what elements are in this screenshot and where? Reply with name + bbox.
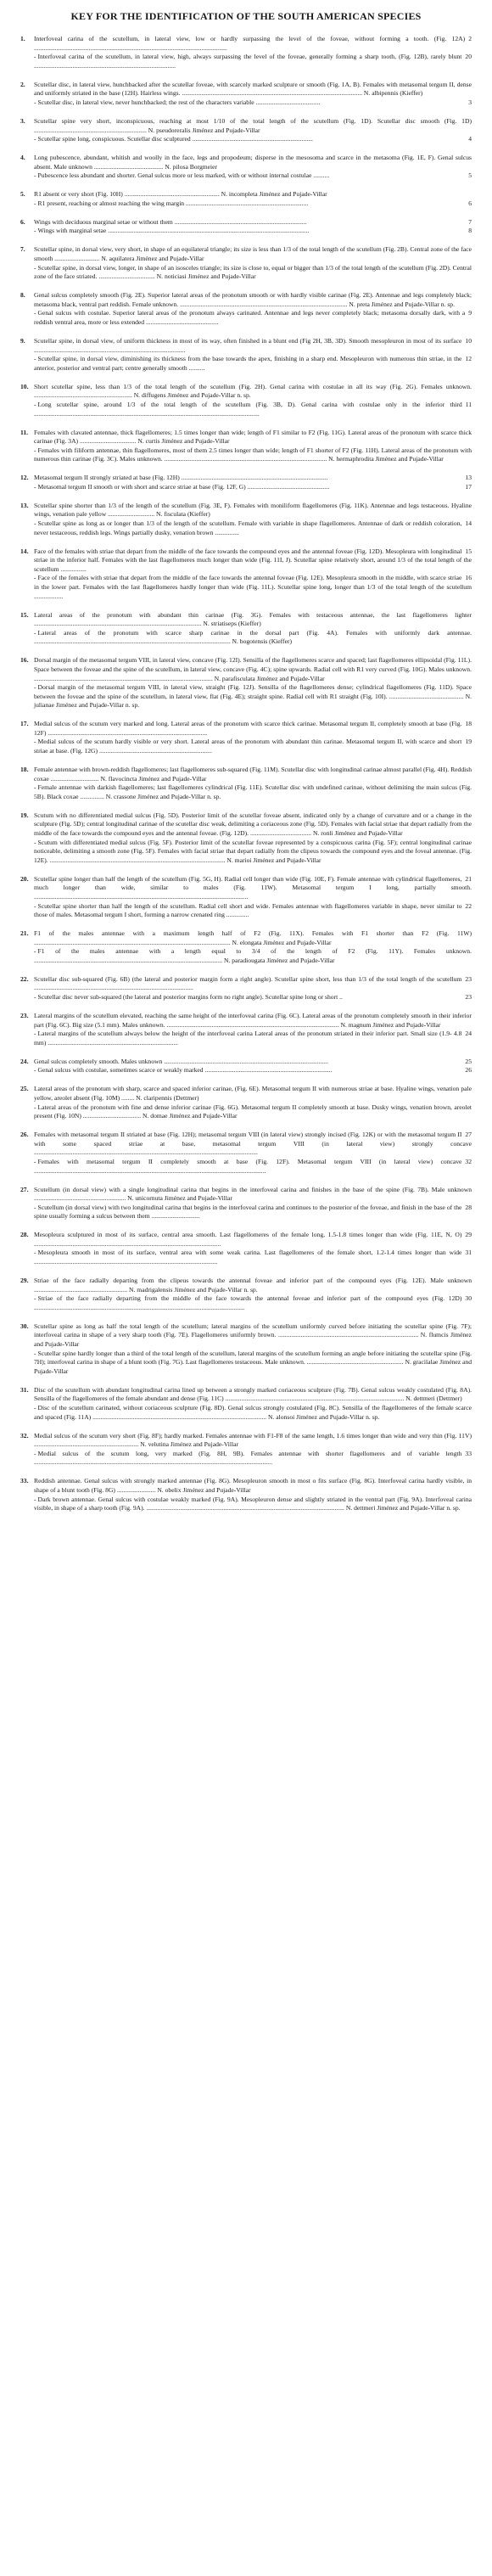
couplet-body — [34, 337, 472, 373]
couplet-lead — [34, 1131, 472, 1158]
lead-text: F1 of the males antennae with a length equal to 3/4 of the length of F2 (Fig. 11Y). Females unknown. ..................................................................................................................... N. paradiougata Jiménez and Pujade-Villar — [34, 947, 472, 964]
lead-dash: - — [34, 947, 36, 956]
lead-dash: - — [34, 628, 36, 637]
identification-key — [20, 35, 472, 1513]
lead-result: 4 — [468, 135, 472, 143]
couplet-body — [34, 975, 472, 1002]
lead-result: 26 — [465, 1066, 472, 1075]
couplet-lead — [34, 81, 472, 98]
lead-text: Scutellar spine shorter than 1/3 of the length of the scutellum (Fig. 3E, F). Females with moniliform flagellomeres (Fig. 11K). Antennae and legs testaceous. Hyaline wings, venation pale yellow ............................. N. fisculata (Kieffer) — [34, 501, 472, 519]
lead-text: Genal sulcus completely smooth. Males unknown ...................................................................................................... — [34, 1057, 328, 1065]
couplet-lead — [34, 309, 472, 327]
couplet-lead — [34, 929, 472, 947]
couplet-lead — [34, 1231, 472, 1249]
lead-dash: - — [34, 135, 36, 143]
key-couplet — [20, 154, 472, 181]
couplet-lead — [34, 1158, 472, 1176]
lead-result: 25 — [465, 1057, 472, 1065]
couplet-lead — [34, 1450, 472, 1468]
couplet-number: 33. — [20, 1477, 29, 1485]
couplet-lead — [34, 738, 472, 755]
lead-result: 17 — [465, 482, 472, 491]
couplet-lead — [34, 629, 472, 647]
couplet-lead — [34, 291, 472, 309]
lead-dash: - — [34, 400, 36, 408]
couplet-lead — [34, 975, 472, 993]
lead-result: 11 — [465, 400, 472, 408]
couplet-body — [34, 190, 472, 208]
couplet-number: 15. — [20, 610, 29, 619]
key-couplet — [20, 1085, 472, 1120]
lead-dash: - — [34, 838, 36, 846]
couplet-lead — [34, 519, 472, 537]
lead-text: Scutellar disc, in lateral view, never hunchbacked; the rest of the characters variable ........................................ — [37, 98, 321, 106]
couplet-lead — [34, 574, 472, 601]
lead-dash: - — [34, 1449, 36, 1457]
couplet-lead — [34, 35, 472, 53]
couplet-body — [34, 875, 472, 920]
lead-result: 24 — [465, 1030, 472, 1038]
lead-text: Face of the females with striae that depart from the middle of the face towards the antennal foveae (Fig. 12E). Mesopleura smooth in the middle, with scarce striae in the lower part. Females with the last flagellomeres hardly longer than wide (Fig. 11L). Scutellar spine long, longer than 1/3 of the total length of the scutellum .................. — [34, 574, 472, 600]
lead-dash: - — [34, 199, 36, 207]
couplet-lead — [34, 199, 472, 209]
couplet-body — [34, 1231, 472, 1266]
couplet-number: 24. — [20, 1057, 29, 1065]
lead-text: Genal sulcus completely smooth (Fig. 2E). Superior lateral areas of the pronotum smooth or with hardly visible carinae (Fig. 2E). Antennae and legs completely black; metasoma black, ventral part reddish. Female unknown. ........................................................................................................ N. preta Jiménez and Pujade-Villar n. sp. — [34, 291, 472, 308]
key-couplet — [20, 291, 472, 327]
lead-dash: - — [34, 1203, 36, 1211]
couplet-body — [34, 611, 472, 647]
couplet-body — [34, 1477, 472, 1512]
couplet-lead — [34, 154, 472, 171]
lead-dash: - — [34, 1495, 36, 1503]
couplet-number: 7. — [20, 245, 25, 254]
couplet-number: 8. — [20, 291, 25, 300]
lead-text: Females with metasomal tergum II striated at base (Fig. 12H); metasomal tergum VIII (in lateral view) strongly incised (Fig. 12K) or with the metasomal tergum II with some spaced striae at base, metasomal tergum VIII (in lateral view) strongly concave ........................................................................................................................................... — [34, 1131, 472, 1157]
lead-dash: - — [34, 901, 36, 910]
key-couplet — [20, 35, 472, 70]
couplet-lead — [34, 611, 472, 629]
couplet-body — [34, 291, 472, 327]
couplet-body — [34, 1058, 472, 1075]
couplet-number: 14. — [20, 547, 29, 555]
lead-text: Striae of the face radially departing from the middle of the face towards the antennal foveae and inferior part of the compound eyes (Fig. 12D) ................................................................................................................................... — [34, 1294, 462, 1311]
lead-dash: - — [34, 1030, 36, 1038]
lead-result: 5 — [468, 171, 472, 180]
key-couplet — [20, 383, 472, 418]
lead-dash: - — [34, 1403, 36, 1411]
couplet-number: 30. — [20, 1322, 29, 1330]
lead-text: Scutellar spine hardly longer than a third of the total length of the scutellum, lateral margins of the scutellum forming an angle before initiating the scutellar spine (Fig. 7H); interfoveal carina in shape of a blunt tooth (Fig. 7G). Last flagellomeres testaceous. Male unknown. ............................................................ N. gracilalae Jiménez and Pujade-Villar — [34, 1349, 472, 1375]
couplet-number: 3. — [20, 116, 25, 125]
lead-dash: - — [34, 482, 36, 491]
lead-dash: - — [34, 1294, 36, 1303]
lead-text: Scutellar disc never sub-squared (the lateral and posterior margins form no right angle). Scutellar spine long or short .. — [37, 993, 343, 1002]
couplet-lead — [34, 766, 472, 783]
couplet-number: 5. — [20, 190, 25, 199]
lead-result: 27 — [465, 1131, 472, 1139]
key-couplet — [20, 975, 472, 1002]
lead-result: 32 — [465, 1157, 472, 1165]
lead-text: Wings with deciduous marginal setae or without them .................................................................................. — [34, 217, 307, 226]
lead-text: Mesopleura sculptured in most of its surface, central area smooth. Last flagellomeres of the female long, 1.5-1.8 times longer than wide (Fig. 11E, N, O) .................................................................................................................... — [34, 1231, 462, 1248]
lead-result: 23 — [465, 993, 472, 1002]
lead-text: Scutellar spine, in dorsal view, longer, in shape of an isosceles triangle; its size is close to, equal or bigger than 1/3 of the total length of the scutellum (Fig. 2D). Central zone of the face striated. ................................... N. noticiasi Jiménez and Pujade-Villar — [34, 263, 472, 281]
couplet-body — [34, 117, 472, 144]
lead-text: Scutellar spine very short, inconspicuous, reaching at most 1/10 of the total length of the scutellum (Fig. 1D). Scutellar disc smooth (Fig. 1D) ...................................................................... N. pseudoreralis Jiménez and Pujade-Villar — [34, 116, 472, 134]
couplet-lead — [34, 1103, 472, 1121]
couplet-lead — [34, 683, 472, 710]
lead-dash: - — [34, 783, 36, 792]
couplet-body — [34, 547, 472, 602]
couplet-lead — [34, 502, 472, 519]
couplet-lead — [34, 993, 472, 1002]
couplet-lead — [34, 720, 472, 738]
key-couplet — [20, 1231, 472, 1266]
lead-result: 7 — [468, 217, 472, 226]
lead-dash: - — [34, 53, 36, 61]
couplet-number: 18. — [20, 766, 29, 774]
couplet-body — [34, 245, 472, 281]
couplet-lead — [34, 337, 472, 355]
couplet-lead — [34, 783, 472, 801]
lead-dash: - — [34, 683, 36, 692]
lead-text: Short scutellar spine, less than 1/3 of the total length of the scutellum (Fig. 2H). Genal carina with costulae in all its way (Fig. 2G). Females unknown. ............................................................. N. diffugens Jiménez and Pujade-Villar n. sp. — [34, 382, 472, 400]
couplet-number: 4. — [20, 154, 25, 162]
lead-dash: - — [34, 98, 36, 106]
couplet-lead — [34, 446, 472, 464]
couplet-lead — [34, 547, 472, 575]
lead-text: Dark brown antennae. Genal sulcus with costulae weakly marked (Fig. 9A). Mesopleuron dense and slightly striated in the ventral part (Fig. 9A). Interfoveal carina visible, in shape of a sharp tooth (Fig. 9A). ........................................................................................................................... N. dettmeri Jiménez and Pujade-Villar n. sp. — [34, 1495, 472, 1512]
page-title: KEY FOR THE IDENTIFICATION OF THE SOUTH AMERICAN SPECIES — [70, 10, 422, 22]
couplet-body — [34, 1432, 472, 1468]
couplet-body — [34, 1386, 472, 1422]
lead-text: Mesopleura smooth in most of its surface, ventral area with some weak carina. Last flagellomeres of the female short, 1.2-1.4 times longer than wide .................................................................................................................. — [34, 1249, 462, 1266]
lead-result: 12 — [465, 355, 472, 363]
lead-text: Lateral areas of the pronotum with abundant thin carinae (Fig. 3G). Females with testaceous antennae, the last flagellomeres lighter ........................................................................................................ N. striatiseps (Kieffer) — [34, 610, 472, 628]
key-couplet — [20, 929, 472, 965]
lead-text: Scutellar spine as long as or longer than 1/3 of the length of the scutellum. Female with variable in shape flagellomeres. Antennae of dark or reddish coloration, never testaceous, reddish legs. Wings partially dusky, venation brown ............... — [34, 519, 462, 536]
couplet-lead — [34, 1030, 472, 1047]
couplet-lead — [34, 264, 472, 282]
lead-text: Metasomal tergum II strongly striated at base (Fig. 12H) ........................................................................................... — [34, 474, 328, 482]
lead-text: Genal sulcus with costulae. Superior lateral areas of the pronotum always carinated. Antennae and legs never completely black; metasoma dorsally dark, with a reddish ventral area, more or less extended ............................................. — [34, 309, 466, 326]
couplet-number: 16. — [20, 656, 29, 665]
lead-result: 28 — [465, 1203, 472, 1211]
lead-dash: - — [34, 355, 36, 363]
couplet-number: 22. — [20, 974, 29, 983]
couplet-body — [34, 1131, 472, 1176]
lead-text: Scutellar disc sub-squared (Fig. 6B) (the lateral and posterior margin form a right angle). Scutellar spine short, less than 1/3 of the total length of the scutellum ................................................................................................... — [34, 974, 462, 992]
lead-result: 8 — [468, 227, 472, 235]
lead-text: Lateral areas of the pronotum with scarce sharp carinae in the dorsal part (Fig. 4A). Females with uniformly dark antennae. .......................................................................................................................... N. bogotensis (Kieffer) — [34, 628, 472, 646]
lead-text: Females with metasomal tergum II completely smooth at base (Fig. 12F). Metasomal tergum VIII (in lateral view) concave ................................................................................................................................................ — [34, 1157, 462, 1175]
couplet-lead — [34, 1012, 472, 1030]
couplet-lead — [34, 429, 472, 446]
lead-text: Scutum with no differentiated medial sulcus (Fig. 5D). Posterior limit of the scutellar foveae absent, indicated only by a change of curvature and or a change in the sculpture (Fig. 5D); central longitudinal carinae of the scutellar disc weak, delimiting a coriaceous zone (Fig. 5D). Females with facial striae that depart radially from the middle of the face towards the compound eyes and the antennal foveae. (Fig. 12D). ...................................... N. ronli Jiménez and Pujade-Villar — [34, 811, 472, 837]
lead-text: Pubescence less abundant and shorter. Genal sulcus more or less marked, with or without internal costulae .......... — [37, 171, 330, 180]
lead-dash: - — [34, 1157, 36, 1165]
couplet-number: 23. — [20, 1012, 29, 1020]
lead-result: 14 — [465, 519, 472, 528]
lead-result: 10 — [465, 336, 472, 345]
lead-dash: - — [34, 227, 36, 235]
lead-text: Lateral margins of the scutellum always below the height of the interfoveal carina Lateral areas of the pronotum striated in their inferior part. Small size (1.9- 4.8 mm) ................................................................................. — [34, 1030, 462, 1047]
key-couplet — [20, 1012, 472, 1047]
couplet-number: 31. — [20, 1385, 29, 1394]
couplet-lead — [34, 171, 472, 181]
couplet-lead — [34, 1496, 472, 1513]
lead-text: Interfoveal carina of the scutellum, in lateral view, high, always surpassing the level of the foveae, generally forming a sharp tooth, (Fig. 12B), rarely blunt ........................................................................................ — [34, 53, 462, 70]
lead-text: Metasomal tergum II smooth or with short and scarce striae at base (Fig. 12F, G) ................................................... — [37, 482, 330, 491]
lead-text: Medial sulcus of the scutum long, very marked (Fig. 8H, 9B). Females antennae with shorter flagellomeres and of variable length .................................................................................................................................................... — [34, 1449, 462, 1467]
key-couplet — [20, 656, 472, 710]
couplet-number: 29. — [20, 1277, 29, 1285]
lead-result: 16 — [465, 574, 472, 582]
lead-text: R1 absent or very short (Fig. 10H) ........................................................... N. incompleta Jiménez and Pujade-Villar — [34, 190, 327, 199]
lead-result: 20 — [465, 53, 472, 61]
key-couplet — [20, 245, 472, 281]
couplet-body — [34, 1012, 472, 1047]
lead-dash: - — [34, 171, 36, 180]
couplet-number: 27. — [20, 1185, 29, 1193]
lead-result: 19 — [465, 738, 472, 746]
lead-text: Disc of the scutellum with abundant longitudinal carina lined up between a strongly marked coriaceous sculpture (Fig. 7B). Genal sulcus weakly costulated (Fig. 8A). Sensilla of the flagellomeres of the female abundant and dense (Fig. 11C) ............................................................................................................... N. dettmeri (Dettmer) — [34, 1385, 472, 1403]
couplet-lead — [34, 902, 472, 920]
key-couplet — [20, 547, 472, 602]
couplet-body — [34, 1322, 472, 1377]
key-couplet — [20, 1277, 472, 1312]
lead-text: Scutellar spine as long as half the total length of the scutellum; lateral margins of the scutellum uniformly curved before initiating the scutellar spine (Fig. 7F); interfoveal carina in shape of a very sharp tooth (Fig. 7E). Flagellomeres uniformly brown. ....................................................................................... N. flumcis Jiménez and Pujade-Villar — [34, 1322, 472, 1349]
key-couplet — [20, 218, 472, 236]
lead-result: 29 — [465, 1231, 472, 1239]
lead-text: Scutum with differentiated medial sulcus (Fig. 5F). Posterior limit of the scutellar foveae represented by a conspicuous carina (Fig. 5F); central longitudinal carinae noticeable, delimiting a smooth zone (Fig. 5F). Females with facial striae that depart radially from the clipeus towards the compound eyes and the foveal antennae. (Fig. 12E). ............................................................................................................. N. marioi Jiménez and Pujade-Villar — [34, 838, 472, 864]
key-couplet — [20, 611, 472, 647]
lead-dash: - — [34, 738, 36, 746]
key-couplet — [20, 429, 472, 464]
lead-dash: - — [34, 993, 36, 1002]
lead-text: Medial sulcus of the scutum very marked and long. Lateral areas of the pronotum with scarce thick carinae. Metasomal tergum II, completely smooth at base (Fig. 12F) ................................................................................................... — [34, 720, 462, 737]
couplet-lead — [34, 1477, 472, 1495]
couplet-lead — [34, 383, 472, 401]
lead-result: 2 — [468, 35, 472, 42]
lead-text: Disc of the scutellum carinated, without coriaceous sculpture (Fig. 8D). Genal sulcus strongly costulated (Fig. 8C). Sensilla of the flagellomeres of the female scarce and spaced (Fig. 11A) ............................................................................................................ N. alonsoi Jiménez and Pujade-Villar n. sp. — [34, 1403, 472, 1421]
lead-result: 9 — [468, 309, 472, 317]
couplet-number: 1. — [20, 35, 25, 42]
lead-result: 22 — [465, 901, 472, 910]
key-couplet — [20, 1386, 472, 1422]
lead-dash: - — [34, 446, 36, 454]
lead-text: Lateral margins of the scutellum elevated, reaching the same height of the interfoveal carina (Fig. 6C). Lateral areas of the pronotum completely smooth in their inferior part (Fig. 6C). Big size (5.1 mm). Males unknown. ........................................................................................................... N. magnum Jiménez and Pujade-Villar — [34, 1012, 472, 1029]
couplet-number: 13. — [20, 501, 29, 509]
lead-text: Scutellar spine longer than half the length of the scutellum (Fig. 5G, H). Radial cell longer than wide (Fig. 10E, F). Female antennae with cylindrical flagellomeres, much longer than wide, similar to males (Fig. 11W). Metasomal tergum I long, partially smooth. ..................................................................................................................................... — [34, 874, 472, 901]
couplet-number: 19. — [20, 811, 29, 819]
couplet-lead — [34, 98, 472, 108]
couplet-lead — [34, 135, 472, 144]
key-couplet — [20, 1477, 472, 1512]
couplet-body — [34, 1186, 472, 1221]
lead-text: Scutellar spine, in dorsal view, diminishing its thickness from the base towards the apex, finishing in a sharp end. Mesopleuron with numerous thin striae, in the anterior, posterior and ventral part; centre generally smooth .......... — [34, 355, 462, 372]
lead-text: Scutellar spine long, conspicuous. Scutellar disc sculptured ........................................................................... — [37, 135, 313, 143]
lead-result: 21 — [465, 874, 472, 883]
key-couplet — [20, 720, 472, 755]
couplet-number: 25. — [20, 1085, 29, 1093]
couplet-body — [34, 154, 472, 181]
couplet-lead — [34, 1386, 472, 1404]
couplet-lead — [34, 1058, 472, 1067]
lead-result: 33 — [465, 1449, 472, 1457]
couplet-lead — [34, 811, 472, 839]
lead-text: Female antennae with darkish flagellomeres; last flagellomeres cylindrical (Fig. 11E). Scutellar disc with undefined carinae, without delimiting the main sulcus (Fig. 5B). Black coxae ............... N. crassone Jiménez and Pujade-Villar n. sp. — [34, 783, 472, 800]
lead-text: F1 of the males antennae with a maximum length half of F2 (Fig. 11X). Females with F1 shorter than F2 (Fig. 11W) .......................................................................................................................... N. elongata Jiménez and Pujade-Villar — [34, 929, 472, 946]
couplet-lead — [34, 947, 472, 965]
lead-text: Medial sulcus of the scutum very short (Fig. 8F); hardly marked. Females antennae with F1-F8 of the same length, 1.6 times longer than wide and very thin (Fig. 11V) ................................................................. N. velutina Jiménez and Pujade-Villar — [34, 1431, 472, 1449]
couplet-number: 12. — [20, 474, 29, 482]
couplet-lead — [34, 1294, 472, 1312]
lead-result: 18 — [465, 720, 472, 728]
couplet-number: 21. — [20, 929, 29, 938]
lead-dash: - — [34, 574, 36, 582]
lead-result: 31 — [465, 1249, 472, 1257]
key-couplet — [20, 474, 472, 491]
lead-text: Females with filiform antennae, thin flagellomeres, most of them 2.5 times longer than wide; length of F1 shorter of F2 (Fig. 11H). Lateral areas of the pronotum with numerous thin carinae (Fig. 3C). Males unknown. ..................................................................................................... N. hermaphrodita Jiménez and Pujade-Villar — [34, 446, 472, 463]
lead-dash: - — [34, 1249, 36, 1257]
lead-text: Lateral areas of the pronotum with sharp, scarce and spaced inferior carinae, (Fig. 6E). Metasomal tergum II with numerous striae at base. Hyaline wings, venation pale yellow, areolet absent (Fig. 10M) ........ N. claripennis (Dettmer) — [34, 1085, 472, 1102]
couplet-number: 26. — [20, 1131, 29, 1139]
lead-text: Dorsal margin of the metasomal tergum VIII, in lateral view, straight (Fig. 12J). Sensilla of the flagellomeres dense; cylindrical flagellomeres (Fig. 11D). Space between the foveae and the spine of the scutellum, in lateral view, flat (Fig. 4E); straight spine. Radial cell with R1 straight (Fig. 10I). .............................................. N. julianae Jiménez and Pujade-Villar n. sp. — [34, 683, 472, 710]
lead-text: Scutellum (in dorsal view) with two longitudinal carina that begins in the interfoveal carina and continues to the posterior of the foveae, and finish in the base of the spine usually forming a sulcus between them .............................. — [34, 1203, 462, 1221]
couplet-lead — [34, 1204, 472, 1221]
couplet-lead — [34, 1066, 472, 1075]
lead-dash: - — [34, 1349, 36, 1357]
couplet-lead — [34, 474, 472, 483]
couplet-body — [34, 218, 472, 236]
couplet-lead — [34, 839, 472, 866]
couplet-lead — [34, 53, 472, 70]
lead-result: 6 — [468, 199, 472, 207]
couplet-lead — [34, 656, 472, 683]
couplet-number: 11. — [20, 428, 29, 436]
lead-dash: - — [34, 519, 36, 528]
lead-dash: - — [34, 263, 36, 272]
couplet-lead — [34, 1432, 472, 1450]
couplet-body — [34, 811, 472, 866]
couplet-body — [34, 766, 472, 801]
key-couplet — [20, 337, 472, 373]
lead-result: 15 — [465, 547, 472, 555]
key-couplet — [20, 766, 472, 801]
couplet-number: 10. — [20, 382, 29, 390]
couplet-lead — [34, 1186, 472, 1204]
lead-text: Female antennae with brown-reddish flagellomeres; last flagellomeres sub-squared (Fig. 11M). Scutellar disc with longitudinal carinae almost parallel (Fig. 4H). Reddish coxae .............................. N. flavocincta Jiménez and Pujade-Villar — [34, 766, 472, 783]
couplet-lead — [34, 117, 472, 135]
couplet-lead — [34, 1322, 472, 1350]
key-couplet — [20, 117, 472, 144]
couplet-body — [34, 429, 472, 464]
lead-result: 30 — [465, 1294, 472, 1303]
lead-text: Scutellar disc, in lateral view, hunchbacked after the scutellar foveae, with scarcely marked sculpture or smooth (Fig. 1A, B). Females with metasomal tergum II, dense and uniformly striated in the base (12H). Hairless wings. ................................................................................................................ N. albipennis (Kieffer) — [34, 80, 472, 98]
couplet-lead — [34, 1350, 472, 1377]
couplet-lead — [34, 1404, 472, 1422]
couplet-body — [34, 1085, 472, 1120]
key-couplet — [20, 81, 472, 108]
lead-text: Medial sulcus of the scutum hardly visible or very short. Lateral areas of the pronotum with abundant thin carinae. Metasomal tergum II, with scarce and short striae at base. (Fig. 12G) ...................................................................... — [34, 738, 462, 755]
lead-text: Long pubescence, abundant, whitish and woolly in the face, legs and propodeum; disperse in the mesosoma and scarce in the metasoma (Fig. 1E, F). Genal sulcus absent. Male unknown ........................................... N. pilosa Borgmeier — [34, 154, 472, 171]
couplet-lead — [34, 401, 472, 418]
key-couplet — [20, 1432, 472, 1468]
couplet-lead — [34, 1277, 472, 1294]
couplet-body — [34, 656, 472, 710]
couplet-number: 2. — [20, 80, 25, 88]
couplet-lead — [34, 218, 472, 227]
couplet-lead — [34, 483, 472, 492]
lead-text: Genal sulcus with costulae, sometimes scarce or weakly marked ............................................................................... — [37, 1066, 333, 1075]
couplet-body — [34, 720, 472, 755]
couplet-body — [34, 502, 472, 537]
lead-text: Scutellar spine, in dorsal view, of uniform thickness in most of its way, often finished in a blunt end (Fig 2H, 3B, 3D). Smooth mesopleuron in most of its surface .............................................................................................. — [34, 336, 462, 354]
key-couplet — [20, 1131, 472, 1176]
key-couplet — [20, 1186, 472, 1221]
lead-text: Scutellum (in dorsal view) with a single longitudinal carina that begins in the interfoveal carina and finishes in the base of the spine (Fig. 7B). Male unknown ......................................................... N. unicornuta Jiménez and Pujade-Villar — [34, 1185, 472, 1203]
lead-result: 3 — [468, 98, 472, 106]
couplet-body — [34, 929, 472, 965]
lead-dash: - — [34, 1103, 36, 1111]
couplet-lead — [34, 1249, 472, 1266]
lead-dash: - — [34, 1066, 36, 1075]
couplet-number: 28. — [20, 1231, 29, 1239]
key-couplet — [20, 811, 472, 866]
lead-text: R1 present, reaching or almost reaching the wing margin ............................................................................ — [37, 199, 309, 207]
lead-text: Scutellar spine shorter than half the length of the scutellum. Radial cell short and wide. Females antennae with flagellomeres variable in shape, never similar to those of males. Metasomal tergum I short, forming a narrow crenated ring .............. — [34, 901, 462, 919]
key-couplet — [20, 875, 472, 920]
couplet-body — [34, 1277, 472, 1312]
couplet-number: 32. — [20, 1431, 29, 1440]
key-couplet — [20, 1058, 472, 1075]
couplet-body — [34, 383, 472, 418]
couplet-body — [34, 81, 472, 108]
couplet-lead — [34, 875, 472, 902]
lead-text: Females with clavated antennae, thick flagellomeres; 1.5 times longer than wide; length of F1 similar to F2 (Fig. 11G). Lateral areas of the pronotum with scarce thick carinae (Fig. 3A) ................................... N. curtis Jiménez and Pujade-Villar — [34, 428, 472, 446]
key-couplet — [20, 190, 472, 208]
lead-dash: - — [34, 309, 36, 317]
couplet-number: 6. — [20, 217, 25, 226]
couplet-lead — [34, 355, 472, 373]
lead-text: Lateral areas of the pronotum with fine and dense inferior carinae (Fig. 6G). Metasomal tergum II completely smooth at base. Dusky wings, venation brown, areolet present (Fig. 10N) .................................... N. domae Jiménez and Pujade-Villar — [34, 1103, 472, 1120]
lead-text: Striae of the face radially departing from the clipeus towards the antennal foveae and inferior part of the compound eyes (Fig. 12E). Male unknown .......................................................... N. madrigalensis Jiménez and Pujade-Villar n. sp. — [34, 1277, 472, 1294]
couplet-lead — [34, 190, 472, 199]
couplet-number: 17. — [20, 720, 29, 728]
couplet-lead — [34, 1085, 472, 1103]
lead-result: 23 — [465, 974, 472, 983]
lead-text: Wings with marginal setae ............................................................................................................................. — [37, 227, 310, 235]
lead-text: Face of the females with striae that depart from the middle of the face towards the compound eyes and the antennal foveae (Fig. 12D). Mesopleura with longitudinal striae in the inferior half. Females with the last flagellomeres much longer than wide (Fig. 11I, J). Scutellar spine relatively short, around 1/3 of the total length of the scutellum ................ — [34, 547, 472, 573]
couplet-lead — [34, 227, 472, 236]
couplet-number: 20. — [20, 874, 29, 883]
lead-text: Interfoveal carina of the scutellum, in lateral view, low or hardly surpassing the level of the foveae, without forming a tooth. (Fig. 12A) ........................................................................................................................ — [34, 35, 466, 52]
lead-text: Scutellar spine, in dorsal view, very short, in shape of an equilateral triangle; its size is less than 1/3 of the total length of the scutellum (Fig. 2B). Central zone of the face smooth ............................ N. aquilatera Jiménez and Pujade-Villar — [34, 245, 472, 263]
couplet-body — [34, 474, 472, 491]
lead-result: 13 — [465, 474, 472, 482]
key-couplet — [20, 502, 472, 537]
couplet-lead — [34, 245, 472, 263]
couplet-number: 9. — [20, 336, 25, 345]
lead-text: Long scutellar spine, around 1/3 of the total length of the scutellum (Fig. 3B, D). Genal carina with costulae only in the inferior third ............................................................................................................................................ — [34, 400, 462, 418]
lead-text: Dorsal margin of the metasomal tergum VIII, in lateral view, concave (Fig. 12I). Sensilla of the flagellomeres scarce and spaced; last flagellomeres ellipsoidal (Fig. 11L). Space between the foveae and the spine of the scutellum, in lateral view, concave (Fig. 4C); spine upwards. Radial cell with R1 very curved (Fig. 10G). Males unknown. ............................................................................................................... N. parafisculata Jiménez and Pujade-Villar — [34, 656, 472, 682]
lead-text: Reddish antennae. Genal sulcus with strongly marked antennae (Fig. 8G). Mesopleuron smooth in most o fits surface (Fig. 8G). Interfoveal carina hardly visible, in shape of a blunt tooth (Fig. 8G) ........................ N. obelix Jiménez and Pujade-Villar — [34, 1477, 472, 1494]
key-couplet — [20, 1322, 472, 1377]
couplet-body — [34, 35, 472, 70]
